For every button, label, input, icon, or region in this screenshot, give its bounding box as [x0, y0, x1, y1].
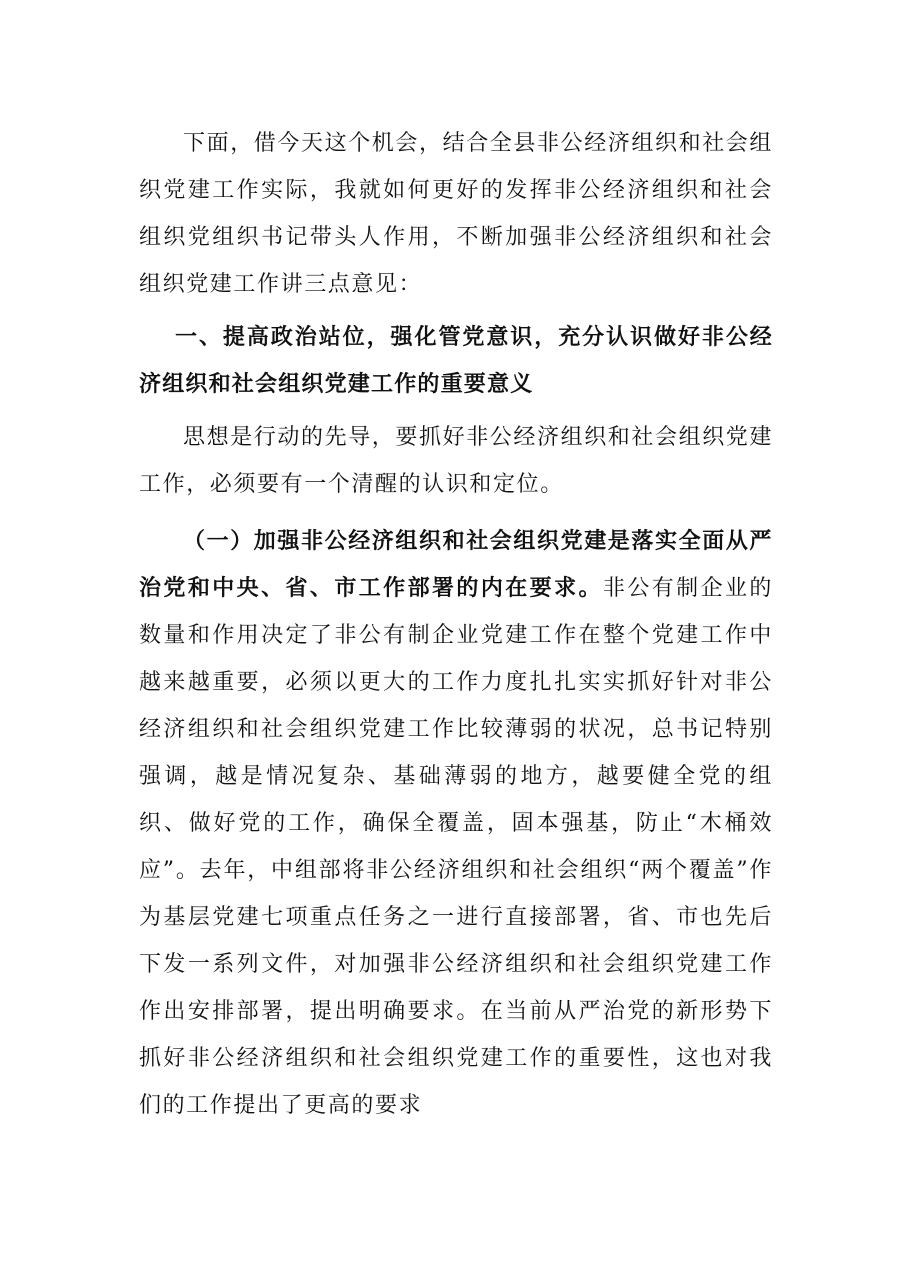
subsection-body-1: 非公有制企业的数量和作用决定了非公有制企业党建工作在整个党建工作中越来越重要，必须以更大的工作力度扎扎实实抓好针对非公经济组织和社会组织党建工作比较薄弱的状况，总书记特别强调，越是情况复杂、基础薄弱的地方，越要健全党的组织、做好党的工作，确保全覆盖，固本强基，防止“木桶效应”。去年，中组部将非公经济组织和社会组织“两个覆盖”作为基层党建七项重点任务之一进行直接部署，省、市也先后下发一系列文件，对加强非公经济组织和社会组织党建工作作出安排部署，提出明确要求。在当前从严治党的新形势下抓好非公经济组织和社会组织党建工作的重要性，这也对我们的工作提出了更高的要求: [139, 576, 774, 1118]
intro-paragraph: 下面，借今天这个机会，结合全县非公经济组织和社会组织党建工作实际，我就如何更好的发挥非公经济组织和社会组织党组织书记带头人作用，不断加强非公经济组织和社会组织党建工作讲三点意见：: [139, 131, 774, 297]
body-paragraph-1: 思想是行动的先导，要抓好非公经济组织和社会组织党建工作，必须要有一个清醒的认识和定位。: [139, 425, 774, 497]
section-heading-1: 一、提高政治站位，强化管党意识，充分认识做好非公经济组织和社会组织党建工作的重要意义: [139, 325, 773, 397]
document-page: [139, 120, 773, 1129]
subsection-heading-1: （一）加强非公经济组织和社会组织党建是落实全面从严治党和中央、省、市工作部署的内在要求。: [139, 529, 774, 601]
subsection-paragraph-1: [139, 518, 773, 1129]
